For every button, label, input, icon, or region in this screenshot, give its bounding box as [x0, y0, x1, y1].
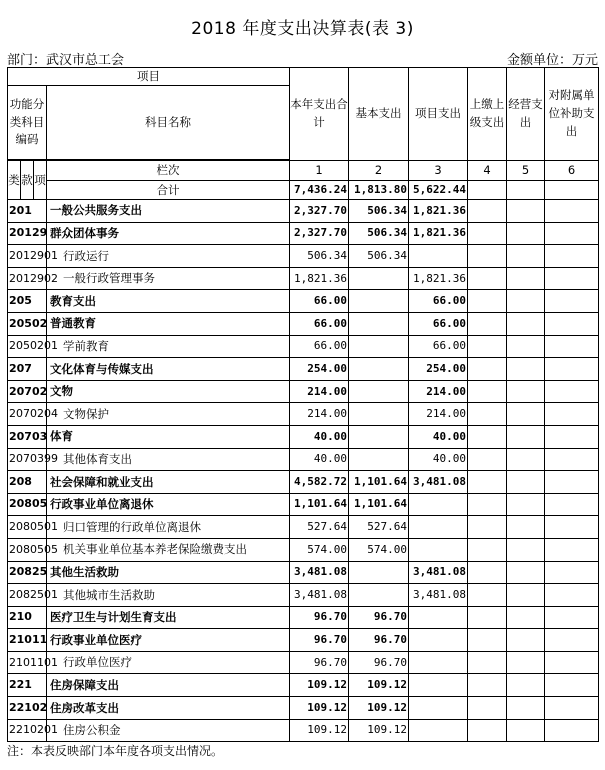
- sum-operating: [507, 181, 545, 200]
- sum-subsidy: [545, 181, 599, 200]
- row-upper: [468, 493, 507, 516]
- row-project: 1,821.36: [409, 222, 468, 245]
- row-name: 住房公积金: [47, 719, 290, 742]
- row-operating: [507, 629, 545, 652]
- row-code: 207: [8, 358, 47, 381]
- row-upper: [468, 448, 507, 471]
- row-subsidy: [545, 493, 599, 516]
- row-total: 66.00: [290, 335, 349, 358]
- row-total: 96.70: [290, 629, 349, 652]
- row-name: 学前教育: [47, 335, 290, 358]
- row-operating: [507, 335, 545, 358]
- row-project: 3,481.08: [409, 561, 468, 584]
- row-operating: [507, 245, 545, 268]
- table-row: [8, 561, 599, 584]
- row-subsidy: [545, 448, 599, 471]
- row-total: 1,821.36: [290, 267, 349, 290]
- row-code: 20502: [8, 312, 47, 335]
- row-upper: [468, 719, 507, 742]
- table-row: [8, 267, 599, 290]
- footnote: 注：本表反映部门本年度各项支出情况。: [7, 744, 224, 758]
- row-project: [409, 245, 468, 268]
- row-operating: [507, 674, 545, 697]
- row-project: [409, 493, 468, 516]
- row-operating: [507, 606, 545, 629]
- row-project: 66.00: [409, 290, 468, 313]
- row-subsidy: [545, 403, 599, 426]
- row-operating: [507, 267, 545, 290]
- row-project: [409, 651, 468, 674]
- row-upper: [468, 606, 507, 629]
- row-total: 506.34: [290, 245, 349, 268]
- row-subsidy: [545, 335, 599, 358]
- row-name: 教育支出: [47, 290, 290, 313]
- table-row: [8, 380, 599, 403]
- row-operating: [507, 516, 545, 539]
- row-total: 4,582.72: [290, 471, 349, 494]
- row-project: [409, 719, 468, 742]
- row-basic: [349, 267, 409, 290]
- row-name: 群众团体事务: [47, 222, 290, 245]
- row-project: 40.00: [409, 448, 468, 471]
- row-basic: 1,101.64: [349, 493, 409, 516]
- row-basic: [349, 561, 409, 584]
- sum-label: 合计: [47, 181, 290, 200]
- table-row: [8, 538, 599, 561]
- header-subject-name: 科目名称: [47, 86, 290, 160]
- row-subsidy: [545, 697, 599, 720]
- row-upper: [468, 358, 507, 381]
- row-name: 其他生活救助: [47, 561, 290, 584]
- row-operating: [507, 448, 545, 471]
- row-upper: [468, 222, 507, 245]
- row-total: 109.12: [290, 697, 349, 720]
- row-upper: [468, 651, 507, 674]
- row-name: 文物保护: [47, 403, 290, 426]
- row-subsidy: [545, 200, 599, 223]
- row-basic: [349, 403, 409, 426]
- row-operating: [507, 719, 545, 742]
- row-name: 医疗卫生与计划生育支出: [47, 606, 290, 629]
- col-num-5: 5: [507, 161, 545, 181]
- row-code: 2050201: [8, 335, 47, 358]
- row-basic: 109.12: [349, 719, 409, 742]
- row-subsidy: [545, 719, 599, 742]
- row-project: [409, 538, 468, 561]
- row-operating: [507, 425, 545, 448]
- row-project: 1,821.36: [409, 267, 468, 290]
- row-total: 214.00: [290, 403, 349, 426]
- sum-project: 5,622.44: [409, 181, 468, 200]
- header-project: 项目支出: [409, 68, 468, 161]
- row-upper: [468, 629, 507, 652]
- row-project: 66.00: [409, 335, 468, 358]
- table-row: [8, 719, 599, 742]
- row-basic: [349, 358, 409, 381]
- row-code: 2080501: [8, 516, 47, 539]
- row-operating: [507, 222, 545, 245]
- row-project: [409, 697, 468, 720]
- row-upper: [468, 471, 507, 494]
- row-operating: [507, 651, 545, 674]
- row-operating: [507, 697, 545, 720]
- row-code: 20129: [8, 222, 47, 245]
- table-row: [8, 290, 599, 313]
- header-xiang: 项: [34, 161, 47, 200]
- row-basic: 506.34: [349, 222, 409, 245]
- row-total: 109.12: [290, 719, 349, 742]
- row-name: 普通教育: [47, 312, 290, 335]
- header-kuan: 款: [21, 161, 34, 200]
- row-name: 归口管理的行政单位离退休: [47, 516, 290, 539]
- row-basic: [349, 584, 409, 607]
- row-upper: [468, 290, 507, 313]
- row-basic: 96.70: [349, 606, 409, 629]
- row-operating: [507, 403, 545, 426]
- row-subsidy: [545, 538, 599, 561]
- row-upper: [468, 674, 507, 697]
- table-row: [8, 312, 599, 335]
- row-project: [409, 674, 468, 697]
- row-subsidy: [545, 629, 599, 652]
- row-project: 254.00: [409, 358, 468, 381]
- row-basic: [349, 448, 409, 471]
- row-operating: [507, 538, 545, 561]
- row-code: 221: [8, 674, 47, 697]
- row-total: 2,327.70: [290, 200, 349, 223]
- row-name: 文物: [47, 380, 290, 403]
- row-project: 214.00: [409, 380, 468, 403]
- row-upper: [468, 425, 507, 448]
- row-total: 2,327.70: [290, 222, 349, 245]
- row-name: 文化体育与传媒支出: [47, 358, 290, 381]
- expenditure-table: [7, 67, 599, 742]
- header-item: 项目: [8, 68, 290, 86]
- row-upper: [468, 561, 507, 584]
- row-basic: 506.34: [349, 245, 409, 268]
- row-subsidy: [545, 674, 599, 697]
- row-upper: [468, 697, 507, 720]
- table-row: [8, 651, 599, 674]
- row-total: 96.70: [290, 651, 349, 674]
- header-subsidy: 对附属单位补助支出: [545, 68, 599, 161]
- row-operating: [507, 312, 545, 335]
- row-name: 住房保障支出: [47, 674, 290, 697]
- row-subsidy: [545, 561, 599, 584]
- table-row: [8, 425, 599, 448]
- row-total: 214.00: [290, 380, 349, 403]
- row-total: 66.00: [290, 290, 349, 313]
- sum-basic: 1,813.80: [349, 181, 409, 200]
- table-row: [8, 629, 599, 652]
- row-project: 1,821.36: [409, 200, 468, 223]
- row-basic: 109.12: [349, 674, 409, 697]
- table-row: [8, 471, 599, 494]
- row-subsidy: [545, 267, 599, 290]
- header-row-order: 栏次: [47, 161, 290, 181]
- row-project: 3,481.08: [409, 584, 468, 607]
- row-code: 20805: [8, 493, 47, 516]
- row-total: 109.12: [290, 674, 349, 697]
- header-total: 本年支出合计: [290, 68, 349, 161]
- row-project: 214.00: [409, 403, 468, 426]
- row-operating: [507, 200, 545, 223]
- row-name: 其他城市生活救助: [47, 584, 290, 607]
- row-name: 一般行政管理事务: [47, 267, 290, 290]
- row-basic: 506.34: [349, 200, 409, 223]
- row-subsidy: [545, 222, 599, 245]
- row-code: 2012901: [8, 245, 47, 268]
- table-row: [8, 448, 599, 471]
- row-operating: [507, 584, 545, 607]
- row-operating: [507, 290, 545, 313]
- row-code: 20702: [8, 380, 47, 403]
- row-upper: [468, 584, 507, 607]
- col-num-6: 6: [545, 161, 599, 181]
- row-basic: 96.70: [349, 651, 409, 674]
- row-total: 574.00: [290, 538, 349, 561]
- row-code: 201: [8, 200, 47, 223]
- header-operating: 经营支出: [507, 68, 545, 161]
- row-subsidy: [545, 380, 599, 403]
- row-operating: [507, 561, 545, 584]
- row-code: 208: [8, 471, 47, 494]
- department-label: 部门：武汉市总工会: [7, 53, 125, 68]
- row-subsidy: [545, 425, 599, 448]
- table-row: [8, 493, 599, 516]
- header-func-code: 功能分类科目编码: [8, 86, 47, 160]
- table-row: [8, 335, 599, 358]
- header-basic: 基本支出: [349, 68, 409, 161]
- row-basic: 96.70: [349, 629, 409, 652]
- col-num-4: 4: [468, 161, 507, 181]
- row-code: 20703: [8, 425, 47, 448]
- row-basic: [349, 335, 409, 358]
- table-row: [8, 245, 599, 268]
- row-total: 40.00: [290, 448, 349, 471]
- row-operating: [507, 358, 545, 381]
- row-basic: 109.12: [349, 697, 409, 720]
- row-operating: [507, 380, 545, 403]
- row-project: [409, 629, 468, 652]
- row-total: 527.64: [290, 516, 349, 539]
- row-project: [409, 606, 468, 629]
- row-total: 1,101.64: [290, 493, 349, 516]
- row-project: 40.00: [409, 425, 468, 448]
- row-subsidy: [545, 358, 599, 381]
- row-subsidy: [545, 471, 599, 494]
- row-code: 20825: [8, 561, 47, 584]
- row-total: 3,481.08: [290, 584, 349, 607]
- row-operating: [507, 471, 545, 494]
- row-name: 其他体育支出: [47, 448, 290, 471]
- row-subsidy: [545, 606, 599, 629]
- row-subsidy: [545, 584, 599, 607]
- row-upper: [468, 335, 507, 358]
- row-basic: [349, 290, 409, 313]
- row-basic: 574.00: [349, 538, 409, 561]
- row-total: 3,481.08: [290, 561, 349, 584]
- table-row: [8, 200, 599, 223]
- row-code: 2210201: [8, 719, 47, 742]
- row-total: 254.00: [290, 358, 349, 381]
- table-row: [8, 222, 599, 245]
- row-upper: [468, 403, 507, 426]
- row-upper: [468, 312, 507, 335]
- row-subsidy: [545, 516, 599, 539]
- page-title: 2018 年度支出决算表(表 3): [191, 19, 414, 39]
- row-project: 3,481.08: [409, 471, 468, 494]
- row-upper: [468, 380, 507, 403]
- col-num-1: 1: [290, 161, 349, 181]
- row-subsidy: [545, 245, 599, 268]
- row-basic: 1,101.64: [349, 471, 409, 494]
- row-code: 210: [8, 606, 47, 629]
- unit-label: 金额单位：万元: [506, 53, 598, 68]
- table-row: [8, 697, 599, 720]
- row-code: 2080505: [8, 538, 47, 561]
- row-code: 22102: [8, 697, 47, 720]
- col-num-3: 3: [409, 161, 468, 181]
- sum-upper: [468, 181, 507, 200]
- row-name: 行政事业单位医疗: [47, 629, 290, 652]
- row-code: 205: [8, 290, 47, 313]
- row-name: 住房改革支出: [47, 697, 290, 720]
- row-total: 66.00: [290, 312, 349, 335]
- row-upper: [468, 245, 507, 268]
- row-subsidy: [545, 312, 599, 335]
- row-upper: [468, 200, 507, 223]
- row-upper: [468, 538, 507, 561]
- row-subsidy: [545, 290, 599, 313]
- header-lei: 类: [8, 161, 21, 200]
- table-row: [8, 584, 599, 607]
- row-name: 行政事业单位离退休: [47, 493, 290, 516]
- row-code: 2012902: [8, 267, 47, 290]
- row-subsidy: [545, 651, 599, 674]
- row-code: 2070204: [8, 403, 47, 426]
- header-upper: 上缴上级支出: [468, 68, 507, 161]
- row-basic: [349, 425, 409, 448]
- row-project: 66.00: [409, 312, 468, 335]
- row-code: 2070399: [8, 448, 47, 471]
- table-row: [8, 674, 599, 697]
- row-name: 行政运行: [47, 245, 290, 268]
- col-num-2: 2: [349, 161, 409, 181]
- row-basic: 527.64: [349, 516, 409, 539]
- row-upper: [468, 267, 507, 290]
- sum-total: 7,436.24: [290, 181, 349, 200]
- row-basic: [349, 312, 409, 335]
- table-row: [8, 403, 599, 426]
- row-code: 2101101: [8, 651, 47, 674]
- table-row: [8, 516, 599, 539]
- table-row: [8, 606, 599, 629]
- row-total: 40.00: [290, 425, 349, 448]
- row-name: 一般公共服务支出: [47, 200, 290, 223]
- row-project: [409, 516, 468, 539]
- row-basic: [349, 380, 409, 403]
- row-upper: [468, 516, 507, 539]
- row-name: 体育: [47, 425, 290, 448]
- row-code: 2082501: [8, 584, 47, 607]
- row-total: 96.70: [290, 606, 349, 629]
- row-name: 社会保障和就业支出: [47, 471, 290, 494]
- row-name: 机关事业单位基本养老保险缴费支出: [47, 538, 290, 561]
- table-row: [8, 358, 599, 381]
- row-code: 21011: [8, 629, 47, 652]
- row-name: 行政单位医疗: [47, 651, 290, 674]
- row-operating: [507, 493, 545, 516]
